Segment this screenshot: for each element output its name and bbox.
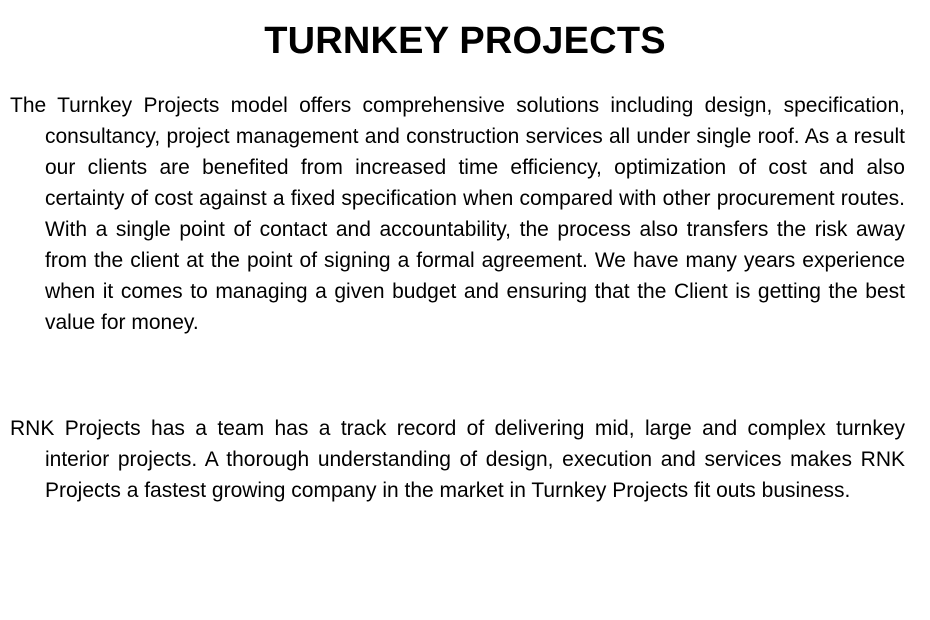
paragraph-rnk-projects: RNK Projects has a team has a track record of delivering mid, large and complex turnkey interior projects. A thorough understanding of design, execution and services makes RNK Projects a fastest growing company in the market in Turnkey Projects fit outs business.: [10, 417, 905, 502]
paragraph-turnkey-model: The Turnkey Projects model offers comprehensive solutions including design, specification, consultancy, project management and construction services all under single roof. As a result our clients are benefited from increased time efficiency, optimization of cost and also certainty of cost against a fixed specification when compared with other procurement routes. With a single point of contact and accountability, the process also transfers the risk away from the client at the point of signing a formal agreement. We have many years experience when it comes to managing a given budget and ensuring that the Client is getting the best value for money.: [10, 94, 905, 334]
slide-title: TURNKEY PROJECTS: [264, 20, 666, 63]
